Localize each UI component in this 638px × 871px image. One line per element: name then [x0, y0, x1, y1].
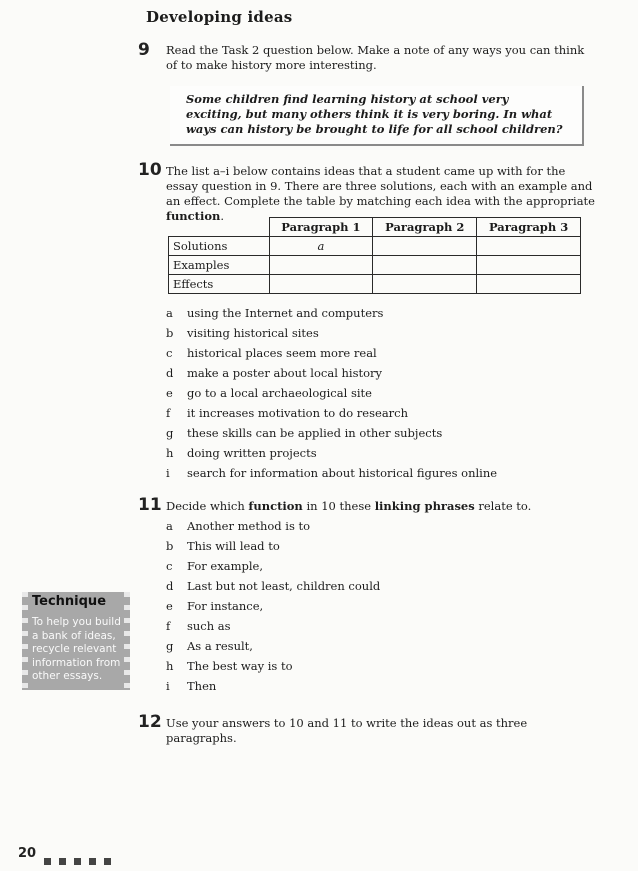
list-item-letter: d	[166, 366, 174, 380]
technique-body: To help you build a bank of ideas, recycle relevant information from other essays.	[32, 616, 121, 682]
table-row-effects	[169, 275, 581, 294]
table-row-label: Effects	[169, 275, 270, 294]
question-11-number: 11	[138, 495, 162, 515]
table-row-label: Examples	[169, 256, 270, 275]
technique-title: Technique	[32, 594, 107, 609]
section-heading: Developing ideas	[146, 8, 293, 26]
table-cell[interactable]	[477, 256, 581, 275]
table-cell[interactable]: a	[269, 237, 373, 256]
table-header-row	[169, 218, 581, 237]
list-item-text: it increases motivation to do research	[187, 406, 409, 420]
table-row-label: Solutions	[169, 237, 270, 256]
list-item-text: This will lead to	[187, 539, 280, 553]
list-item-text: search for information about historical figures online	[187, 466, 498, 480]
question-12-text: Use your answers to 10 and 11 to write the ideas out as three paragraphs.	[166, 716, 528, 745]
list-item-letter: i	[166, 679, 170, 693]
footer-square	[44, 858, 51, 865]
question-10-text	[166, 164, 596, 224]
question-11-bold-linking-phrases: linking phrases	[374, 499, 475, 513]
table-cell[interactable]	[477, 237, 581, 256]
list-item-letter: b	[166, 326, 174, 340]
table-header-paragraph-3: Paragraph 3	[477, 218, 581, 237]
table-cell[interactable]	[477, 275, 581, 294]
list-item-letter: c	[166, 346, 173, 360]
question-11-text-part: relate to.	[474, 499, 532, 513]
question-12-number: 12	[138, 712, 162, 732]
footer-square	[59, 858, 66, 865]
question-10-text-main: The list a–i below contains ideas that a student came up with for the essay question in 9. There are three solutions, each with an example and an effect. Complete the table by matching each idea with the appropriate	[166, 164, 595, 208]
list-item-text: make a poster about local history	[187, 366, 383, 380]
list-item-text: As a result,	[187, 639, 253, 653]
table-corner-cell	[169, 218, 270, 237]
question-9-number: 9	[138, 40, 150, 60]
table-header-paragraph-2: Paragraph 2	[373, 218, 477, 237]
list-item-text: Last but not least, children could	[187, 579, 381, 593]
list-item-text: visiting historical sites	[187, 326, 319, 340]
footer-square	[104, 858, 111, 865]
list-item-letter: e	[166, 386, 173, 400]
footer-square	[89, 858, 96, 865]
question-9-text: Read the Task 2 question below. Make a note of any ways you can think of to make history more interesting.	[166, 43, 585, 72]
question-11-text	[166, 499, 596, 514]
list-item-text: For instance,	[187, 599, 264, 613]
list-item-letter: a	[166, 519, 173, 533]
list-item-letter: d	[166, 579, 174, 593]
question-10-text-end: .	[220, 209, 225, 223]
list-item-letter: g	[166, 426, 174, 440]
question-11-text-part: Decide which	[166, 499, 249, 513]
list-item-text: doing written projects	[187, 446, 317, 460]
table-cell[interactable]	[269, 275, 373, 294]
table-cell[interactable]	[373, 256, 477, 275]
footer-square	[74, 858, 81, 865]
table-cell[interactable]	[373, 275, 477, 294]
list-item-letter: a	[166, 306, 173, 320]
list-item-text: go to a local archaeological site	[187, 386, 372, 400]
list-item-letter: g	[166, 639, 174, 653]
list-item-letter: c	[166, 559, 173, 573]
list-item-letter: i	[166, 466, 170, 480]
list-item-text: Another method is to	[187, 519, 311, 533]
footer-squares	[44, 850, 119, 869]
list-item-letter: f	[166, 619, 171, 633]
list-item-text: historical places seem more real	[187, 346, 377, 360]
list-item-text: these skills can be applied in other subjects	[187, 426, 443, 440]
list-item-letter: b	[166, 539, 174, 553]
table-row-examples	[169, 256, 581, 275]
table-cell[interactable]	[269, 256, 373, 275]
technique-box-right-strip	[124, 592, 130, 690]
question-11-bold-function: function	[248, 499, 303, 513]
list-item-letter: h	[166, 446, 174, 460]
list-item-text: such as	[187, 619, 231, 633]
task-quote-text: Some children find learning history at school very exciting, but many others think it is very boring. In what ways can history be brought to life for all school children?	[186, 92, 563, 136]
task-quote-box	[170, 86, 584, 146]
list-item-text: using the Internet and computers	[187, 306, 384, 320]
list-item-letter: h	[166, 659, 174, 673]
list-item-letter: e	[166, 599, 173, 613]
table-header-paragraph-1: Paragraph 1	[269, 218, 373, 237]
technique-box	[22, 592, 130, 690]
question-11-text-part: in 10 these	[302, 499, 375, 513]
page-number: 20	[18, 846, 37, 861]
question-10-number: 10	[138, 160, 162, 180]
table-cell[interactable]	[373, 237, 477, 256]
technique-box-left-strip	[22, 592, 28, 690]
list-item-text: The best way is to	[187, 659, 293, 673]
matching-table	[168, 217, 581, 294]
table-row-solutions	[169, 237, 581, 256]
list-item-text: Then	[187, 679, 217, 693]
list-item-letter: f	[166, 406, 171, 420]
question-10-bold-function: function	[166, 209, 221, 223]
list-item-text: For example,	[187, 559, 263, 573]
